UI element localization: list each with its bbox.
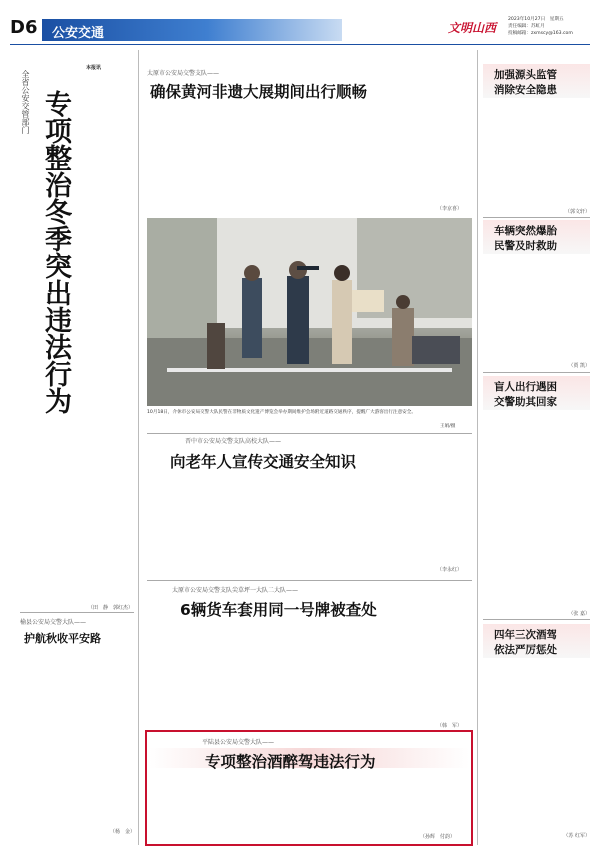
vertical-title: 专项整治冬季突出违法行为 [40,90,71,414]
left-byline: 本报讯 [86,65,102,71]
article-4-title: 专项整治酒醉驾违法行为 [205,753,376,771]
article-1-text-col-2 [229,103,309,213]
article-3-byline: （韩 军） [437,723,463,729]
article-3-text-col-4 [393,621,473,729]
article-2-text-col-3 [311,472,391,576]
news-photo [147,218,472,406]
right-brief-4-title-line-2: 依法严厉惩处 [494,644,557,656]
article-1-byline: （李京喜） [437,206,463,212]
article-1-text-col-1 [147,103,227,213]
center-divider-2 [147,580,472,581]
right-brief-2-byline: （贾 凯） [568,363,590,369]
left-lead-text [86,72,134,486]
article-3-text-col-1 [147,621,227,729]
column-divider-right [477,50,478,845]
column-divider-left [138,50,139,845]
right-brief-4-byline: （苏 红军） [563,833,590,839]
photo-scene [147,218,472,406]
article-3-title: 6辆货车套用同一号牌被查处 [180,601,377,619]
article-2-byline: （李永红） [437,567,463,573]
article-4-text-col-4 [390,773,468,833]
article-1-text-col-3 [311,103,391,213]
right-brief-4-text [483,660,590,830]
article-3-text-col-3 [311,621,391,729]
newspaper-logo-icon: 文明山西 [448,21,497,35]
section-title: 公安交通 [52,26,105,41]
right-brief-1-text [483,100,590,210]
article-2-text-col-2 [229,472,309,576]
masthead-meta [508,16,573,37]
right-brief-1-title-line-2: 消除安全隐患 [494,84,557,96]
issue-date: 2023年10月27日 星期五 [508,17,564,22]
photo-credit: 王娟/摄 [440,424,456,429]
right-brief-3-byline: （张 嘉） [568,611,590,617]
brief-byline: （杨 金） [110,829,136,835]
article-2-text-col-1 [147,472,227,576]
left-byline-end: （田 静 郭红杰） [88,605,134,611]
right-brief-1-title-line-1: 加强源头监管 [494,69,557,81]
section-banner [42,19,342,41]
article-1-title: 确保黄河非遗大展期间出行顺畅 [150,83,368,101]
masthead-rule [10,44,590,45]
article-3-text-col-2 [229,621,309,729]
article-1-text-col-4 [393,103,473,213]
article-3-kicker: 太原市公安局交警支队尖草坪一大队二大队—— [172,587,299,594]
photo-caption: 10月18日，介休市公安局交警大队民警在非物质文化遗产博览会举办期间维护会场附近道路交通秩序，提醒广大游客出行注意安全。 [147,410,416,415]
page-number: D6 [10,17,38,38]
center-divider-1 [147,433,472,434]
article-2-kicker: 晋中市公安局交警支队高校大队—— [185,438,282,445]
brief-title: 护航秋收平安路 [24,632,101,645]
right-brief-3-text [483,412,590,610]
right-brief-1-byline: （郭文轩） [564,209,590,215]
article-4-text-col-2 [230,773,308,841]
right-brief-3-title-line-1: 盲人出行遇困 [494,381,557,393]
right-brief-3-title-line-2: 交警助其回家 [494,396,557,408]
left-body-text [20,486,134,602]
right-divider-3 [483,619,590,620]
article-4-text-col-1 [150,773,228,841]
article-4-byline: （孙辉 付韵） [420,834,456,840]
article-4-text-col-3 [310,773,388,841]
article-4-kicker: 平陆县公安局交警大队—— [202,739,275,746]
left-divider [20,612,134,613]
article-2-title: 向老年人宣传交通安全知识 [170,453,357,471]
article-1-kicker: 太原市公安局交警支队—— [147,70,220,77]
brief-kicker: 榆县公安局交警大队—— [20,619,87,626]
article-2-text-col-4 [393,472,473,576]
vertical-kicker: 全省公安交管部门 [21,70,30,134]
right-brief-2-text [483,256,590,364]
right-divider-2 [483,372,590,373]
brief-text [20,648,134,826]
right-divider-1 [483,217,590,218]
right-brief-2-title-line-2: 民警及时救助 [494,240,557,252]
email-line: 投稿邮箱：zxmscy@163.com [508,31,573,36]
editor-line: 责任编辑：苏虹月 [508,24,545,29]
right-brief-4-title-line-1: 四年三次酒驾 [494,629,557,641]
right-brief-2-title-line-1: 车辆突然爆胎 [494,225,557,237]
